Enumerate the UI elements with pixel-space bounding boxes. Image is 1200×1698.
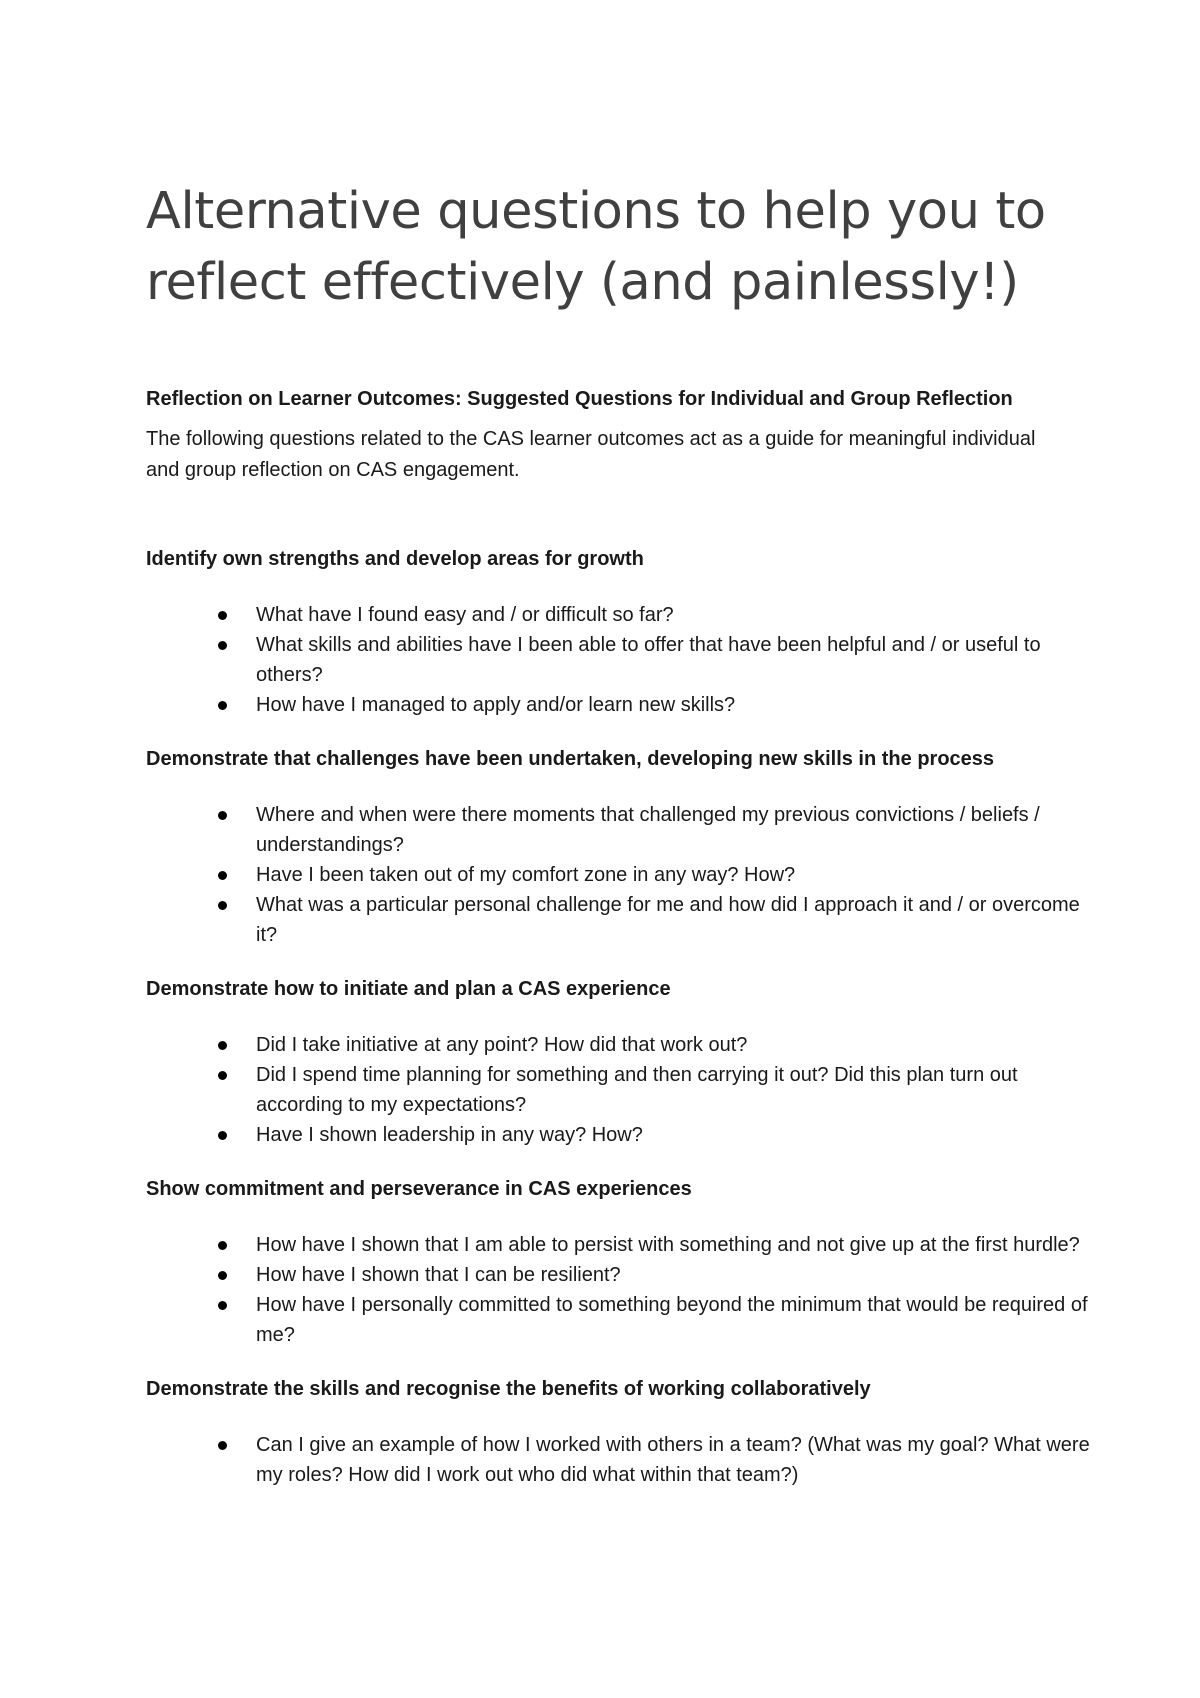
section-heading: Demonstrate how to initiate and plan a CAS experience <box>146 978 671 1000</box>
bullet-icon <box>218 701 227 710</box>
question-list <box>146 1030 1076 1150</box>
section-heading: Demonstrate that challenges have been undertaken, developing new skills in the process <box>146 748 995 770</box>
question-text: What have I found easy and / or difficult so far? <box>256 604 674 626</box>
list-item <box>146 690 1106 720</box>
section-heading: Show commitment and perseverance in CAS experiences <box>146 1178 692 1200</box>
list-item <box>146 1290 1106 1350</box>
bullet-icon <box>218 901 227 910</box>
question-list <box>146 600 1076 720</box>
bullet-icon <box>218 871 227 880</box>
question-text: How have I managed to apply and/or learn new skills? <box>256 694 736 716</box>
list-item <box>146 1030 1106 1060</box>
question-text: How have I shown that I can be resilient? <box>256 1264 621 1286</box>
question-list <box>146 1230 1088 1350</box>
bullet-icon <box>218 1271 227 1280</box>
list-item <box>146 1260 1106 1290</box>
bullet-icon <box>218 641 227 650</box>
question-text: What skills and abilities have I been able to offer that have been helpful and / or useful to others? <box>256 634 1041 686</box>
section-initiate-plan <box>146 975 1076 1150</box>
list-item <box>146 630 1106 690</box>
list-item <box>146 860 1106 890</box>
section-commitment <box>146 1175 1088 1350</box>
section-strengths-growth <box>146 545 1076 720</box>
document-page <box>146 176 1090 1490</box>
list-item <box>146 1120 1106 1150</box>
list-item <box>146 1430 1106 1490</box>
list-item <box>146 1060 1106 1120</box>
question-text: How have I personally committed to something beyond the minimum that would be required of me? <box>256 1294 1088 1346</box>
question-text: Can I give an example of how I worked with others in a team? (What was my goal? What were my roles? How did I work out who did what within that team?) <box>256 1434 1090 1486</box>
list-item <box>146 1230 1106 1260</box>
bullet-icon <box>218 611 227 620</box>
question-list <box>146 800 1080 950</box>
question-text: Where and when were there moments that challenged my previous convictions / beliefs / understandings? <box>256 804 1040 856</box>
question-text: Did I spend time planning for something and then carrying it out? Did this plan turn out according to my expectations? <box>256 1064 1018 1116</box>
bullet-icon <box>218 1131 227 1140</box>
list-item <box>146 890 1106 950</box>
question-list <box>146 1430 1090 1490</box>
bullet-icon <box>218 1041 227 1050</box>
question-text: Did I take initiative at any point? How did that work out? <box>256 1034 748 1056</box>
question-text: How have I shown that I am able to persist with something and not give up at the first hurdle? <box>256 1234 1080 1256</box>
bullet-icon <box>218 811 227 820</box>
intro-paragraph: The following questions related to the CAS learner outcomes act as a guide for meaningful individual and group reflection on CAS engagement. <box>146 428 1036 481</box>
section-heading: Identify own strengths and develop areas for growth <box>146 548 644 570</box>
list-item <box>146 600 1106 630</box>
section-challenges <box>146 745 1080 950</box>
question-text: Have I been taken out of my comfort zone in any way? How? <box>256 864 796 886</box>
page-title: Alternative questions to help you to reflect effectively (and painlessly!) <box>146 182 1046 312</box>
bullet-icon <box>218 1071 227 1080</box>
list-item <box>146 800 1106 860</box>
question-text: Have I shown leadership in any way? How? <box>256 1124 643 1146</box>
bullet-icon <box>218 1241 227 1250</box>
section-heading: Demonstrate the skills and recognise the benefits of working collaboratively <box>146 1378 871 1400</box>
bullet-icon <box>218 1301 227 1310</box>
subtitle: Reflection on Learner Outcomes: Suggested Questions for Individual and Group Reflection <box>146 388 1013 410</box>
bullet-icon <box>218 1441 227 1450</box>
question-text: What was a particular personal challenge for me and how did I approach it and / or overcome it? <box>256 894 1080 946</box>
section-collaboration <box>146 1375 1090 1490</box>
